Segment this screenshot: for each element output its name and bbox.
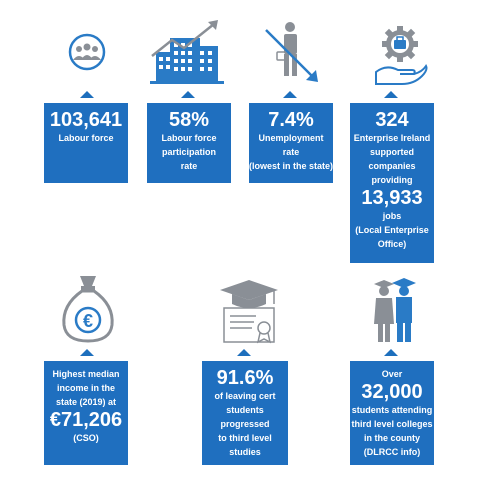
- stat-value: 324: [375, 109, 409, 131]
- stat-card-labour-force: [44, 103, 128, 183]
- pointer-arrow: [80, 91, 94, 98]
- graduation-certificate-icon: [214, 278, 284, 348]
- stat-label-line: Unemployment rate: [258, 133, 324, 157]
- pointer-arrow: [80, 349, 94, 356]
- pointer-arrow: [384, 349, 398, 356]
- stat-value-secondary: 13,933: [361, 187, 423, 209]
- stat-value: 103,641: [49, 109, 123, 131]
- stat-label-line: Labour force: [161, 133, 217, 143]
- stat-label-line: jobs: [382, 211, 402, 221]
- stat-label-line: supported: [370, 147, 414, 157]
- stat-value: €71,206: [49, 409, 123, 431]
- stat-label-line: Highest median: [52, 369, 120, 379]
- svg-text:€: €: [82, 311, 94, 331]
- stat-label-line: companies: [368, 161, 416, 171]
- stat-label-line: (Local Enterprise: [355, 225, 429, 235]
- unemployment-decline-icon: [262, 20, 324, 86]
- stat-card-median-income: [44, 361, 128, 465]
- stat-label-line: Office): [377, 239, 407, 249]
- stat-label-line: (DLRCC info): [363, 447, 421, 457]
- stat-label-line: income in the: [56, 383, 115, 393]
- buildings-growth-icon: [148, 18, 228, 86]
- stat-label-line: rate: [180, 161, 198, 171]
- stat-card-enterprise-ireland: [350, 103, 434, 263]
- stat-label-line: students: [226, 405, 264, 415]
- stat-value: 32,000: [361, 381, 423, 403]
- stat-value: 91.6%: [216, 367, 274, 389]
- stat-label: (CSO): [73, 433, 99, 443]
- stat-label-line: (lowest in the state): [249, 161, 334, 171]
- stat-card-third-level-progression: [202, 361, 288, 465]
- pointer-arrow: [384, 91, 398, 98]
- stat-label-line: state (2019) at: [55, 397, 117, 407]
- euro-moneybag-icon: [60, 272, 116, 344]
- pointer-arrow: [237, 349, 251, 356]
- stat-label-line: progressed: [220, 419, 270, 429]
- people-group-icon: [62, 32, 112, 72]
- stat-label-line: to third level studies: [218, 433, 272, 457]
- stat-value: 7.4%: [268, 109, 314, 131]
- stat-label-line: participation: [161, 147, 216, 157]
- pointer-arrow: [283, 91, 297, 98]
- stat-label-line: providing: [371, 175, 413, 185]
- stat-label-line: of leaving cert: [214, 391, 276, 401]
- stat-card-participation-rate: [147, 103, 231, 183]
- stat-value: 58%: [168, 109, 210, 131]
- stat-label-line: Over: [381, 369, 403, 379]
- stat-label-line: in the county: [364, 433, 420, 443]
- stat-card-unemployment-rate: [249, 103, 333, 183]
- stat-label: Labour force: [58, 133, 114, 143]
- stat-card-students-attending: [350, 361, 434, 465]
- stat-label-line: Enterprise Ireland: [353, 133, 431, 143]
- stat-label-line: students attending: [351, 405, 433, 415]
- pointer-arrow: [181, 91, 195, 98]
- gear-hand-icon: [372, 22, 428, 86]
- graduates-icon: [370, 276, 418, 344]
- stat-label-line: third level colleges: [351, 419, 433, 429]
